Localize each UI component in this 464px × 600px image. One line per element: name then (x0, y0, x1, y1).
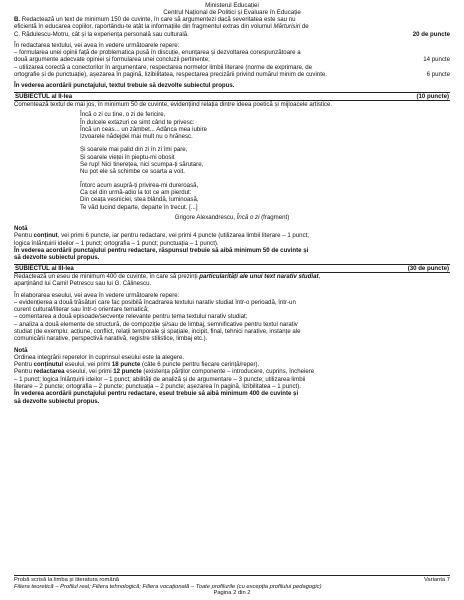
section-b-intro-line: de (300, 23, 309, 31)
subject-2-title-bar (14, 92, 450, 101)
note-points: 12 puncte (113, 368, 142, 376)
requirement-line: două argumente adecvate opiniei și formularea unei concluzii pertinente; (14, 56, 210, 64)
ministry-name: Ministerul Educației (205, 2, 259, 9)
subject-2-note-heading: Notă (14, 225, 28, 233)
subject-3-task-emphasis: particularități ale unui text narativ studiat (199, 272, 319, 280)
poem-source (14, 214, 450, 221)
note-text: Pentru (14, 232, 34, 240)
subject-2-task: Comentează textul de mai jos, în minimum 50 de cuvinte, evidențiind relația dintre ideea poetică și mijloacele artistice. (14, 100, 333, 108)
note-text: eseului, vei primi (64, 368, 114, 376)
section-b-intro: Redactează un text de minimum 150 de cuvinte, în care să argumentezi dacă severitatea este sau nu (20, 16, 296, 23)
note-text: Pentru (14, 368, 34, 376)
poem-line: Izvoarele nădejdei mai mult nu o hrănesc. (80, 133, 193, 141)
requirement-line: studiat (de exemplu: acțiune, conflict, relații temporale și spațiale, incipit, final, tehnici narative, instanțe ale (14, 327, 301, 335)
section-b-intro-line: eficientă în educarea copiilor, raportându-te atât la informațiile din fragmentul extras din volumul (14, 23, 274, 31)
subject-3-title: SUBIECTUL al III-lea (15, 264, 74, 272)
requirement-line: ortografie și de punctuație), așezarea în pagină, lizibilitatea, respectarea precizării privind numărul minim de cuvinte. (14, 71, 327, 79)
requirement-line: – comentarea a două episoade/secvențe relevante pentru tema textului narativ studiat; (14, 313, 248, 321)
note-text: Pentru (14, 361, 34, 369)
requirement-line: comunicării narative, perspectivă narativă, registre stilistice, limbaj etc.). (14, 335, 208, 343)
poem-line: Se rup! Nici tinerețea, nici scumpa-ți sărutare, (80, 161, 204, 169)
requirement-line: curent cultural/literar sau într-o orientare tematică; (14, 306, 149, 314)
poem-stanza (80, 111, 450, 140)
poem-source-suffix: (fragment) (259, 213, 290, 221)
footer-track: Filiera teoretică – Profilul real; Filiera tehnologică; Filiera vocațională – Toate profilurile (cu excepția profilului pedagogic) (14, 583, 322, 590)
requirements-heading: În redactarea textului, vei avea în vedere următoarele repere: (14, 41, 180, 49)
note-text: – 1 punct; logica înlănțuirii ideilor – 1 punct; abilități de analiză și de argumentare – 3 puncte; utilizarea limbii (14, 375, 306, 383)
poem-line: Încă un ceas... un zâmbet... Adânca mea iubire (80, 125, 208, 133)
poem-line: Și soarele mai palid din zi în zi îmi pare, (80, 146, 188, 154)
exam-content (14, 16, 450, 405)
footer-variant: Varianta 7 (424, 577, 450, 583)
note-text: eseului, vei primi (63, 361, 112, 369)
note-text: literare – 2 puncte; ortografia – 2 puncte; punctuația – 2 puncte; așezarea în pagină, lizibilitatea – 1 punct). (14, 383, 301, 391)
note-text: (câte 6 puncte pentru fiecare cerință/reper). (140, 361, 260, 369)
poem (80, 111, 450, 211)
poem-line: În dulcele extazuri ce simt când te privesc: (80, 118, 195, 126)
subject-3-bold-note: să dezvolte subiectul propus. (14, 397, 100, 405)
requirement-line: – formularea unei opinii față de problematica pusă în discuție, enunțarea și dezvoltarea corespunzătoare a (14, 49, 301, 57)
requirement-points: 6 puncte (426, 71, 450, 79)
requirements-heading: În elaborarea eseului, vei avea în vedere următoarele repere: (14, 291, 180, 299)
note-text: Ordinea integrării reperelor în cuprinsul eseului este la alegere. (14, 353, 185, 361)
poem-line: Întorc acum asupră-ți privirea-mi dureroasă, (80, 181, 199, 189)
poem-line: Te văd lucind departe, departe în trecut. [...] (80, 203, 198, 211)
note-text: , vei primi 6 puncte, iar pentru redactare, vei primi 4 puncte (utilizarea limbii literare – 1 punct; (57, 232, 309, 240)
subject-3-task: Redactează un eseu de minimum 400 de cuvinte, în care să prezinți (14, 272, 200, 280)
note-keyword: conținutul (33, 361, 64, 369)
poem-line: Nu pot ele să schimbe ce soarta a voit. (80, 168, 186, 176)
poem-line: Încă o zi cu tine, o zi de fericire, (80, 111, 166, 119)
note-text: (existența părților componente – introducere, cuprins, încheiere (141, 368, 315, 376)
subject-2-bold-note: să dezvolte subiectul propus. (14, 254, 100, 262)
subject-3-task: , (318, 272, 321, 280)
center-name: Centrul Național de Politici și Evaluare în Educație (163, 9, 301, 16)
subject-3-task: aparținând lui Camil Petrescu sau lui G. Călinescu. (14, 280, 152, 288)
section-b-intro-line: C. Rădulescu-Motru, cât și la experiența personală sau culturală. (14, 30, 189, 38)
poem-stanza (80, 182, 450, 211)
page-footer (14, 575, 450, 597)
subject-3-points: (30 de puncte) (407, 264, 449, 272)
section-b-points: 20 de puncte (412, 30, 450, 38)
subject-2-points: (10 puncte) (416, 92, 449, 100)
ministry-header (0, 2, 464, 16)
section-b-label: B. (14, 16, 21, 23)
footer-page-number: Pagina 2 din 2 (213, 590, 251, 597)
subject-3-note-heading: Notă (14, 346, 28, 354)
section-b (14, 16, 450, 90)
note-text: logica înlănțuirii ideilor – 1 punct; ortografia – 1 punct; punctuația – 1 punct). (14, 239, 219, 247)
poem-title: Încă o zi (236, 213, 260, 221)
note-keyword: conținut (33, 232, 58, 240)
work-title: Mărturisiri (273, 23, 301, 31)
poem-stanza (80, 146, 450, 175)
subject-2-bold-note: În vederea acordării punctajului pentru redactare, răspunsul trebuie să aibă minimum 50 de cuvinte și (14, 247, 309, 255)
requirement-points: 14 puncte (423, 56, 450, 64)
section-b-bold-note: În vederea acordării punctajului, textul trebuie să dezvolte subiectul propus. (14, 82, 235, 90)
poem-line: Din ceața vesniciei, stea blândă, luminoasă, (80, 196, 199, 204)
subject-3-title-bar (14, 264, 450, 273)
requirement-line: – utilizarea corectă a conectorilor în argumentare, respectarea normelor limbii literare (norme de exprimare, de (14, 63, 313, 71)
subject-3-bold-note: În vederea acordării punctajului pentru redactare, eseul trebuie să aibă minimum 400 de cuvinte și (14, 390, 299, 398)
subject-2-title: SUBIECTUL al II-lea (15, 92, 73, 100)
poem-line: Și soarele vieței în pieptu-mi obosit (80, 153, 175, 161)
note-points: 18 puncte (111, 361, 141, 369)
requirement-line: – evidențierea a două trăsături care fac posibilă încadrarea textului narativ studiat într-o perioadă, într-un (14, 298, 296, 306)
poem-line: Ca cel din urmă-adio la tot ce am pierdut: (80, 188, 192, 196)
note-keyword: redactarea (33, 368, 65, 376)
poem-author: Grigore Alexandrescu, (174, 213, 237, 221)
footer-exam-name: Probă scrisă la limba și literatura română (14, 577, 120, 583)
requirement-line: – analiza a două elemente de structură, de compoziție și/sau de limbaj, semnificative pentru textul narativ (14, 320, 298, 328)
